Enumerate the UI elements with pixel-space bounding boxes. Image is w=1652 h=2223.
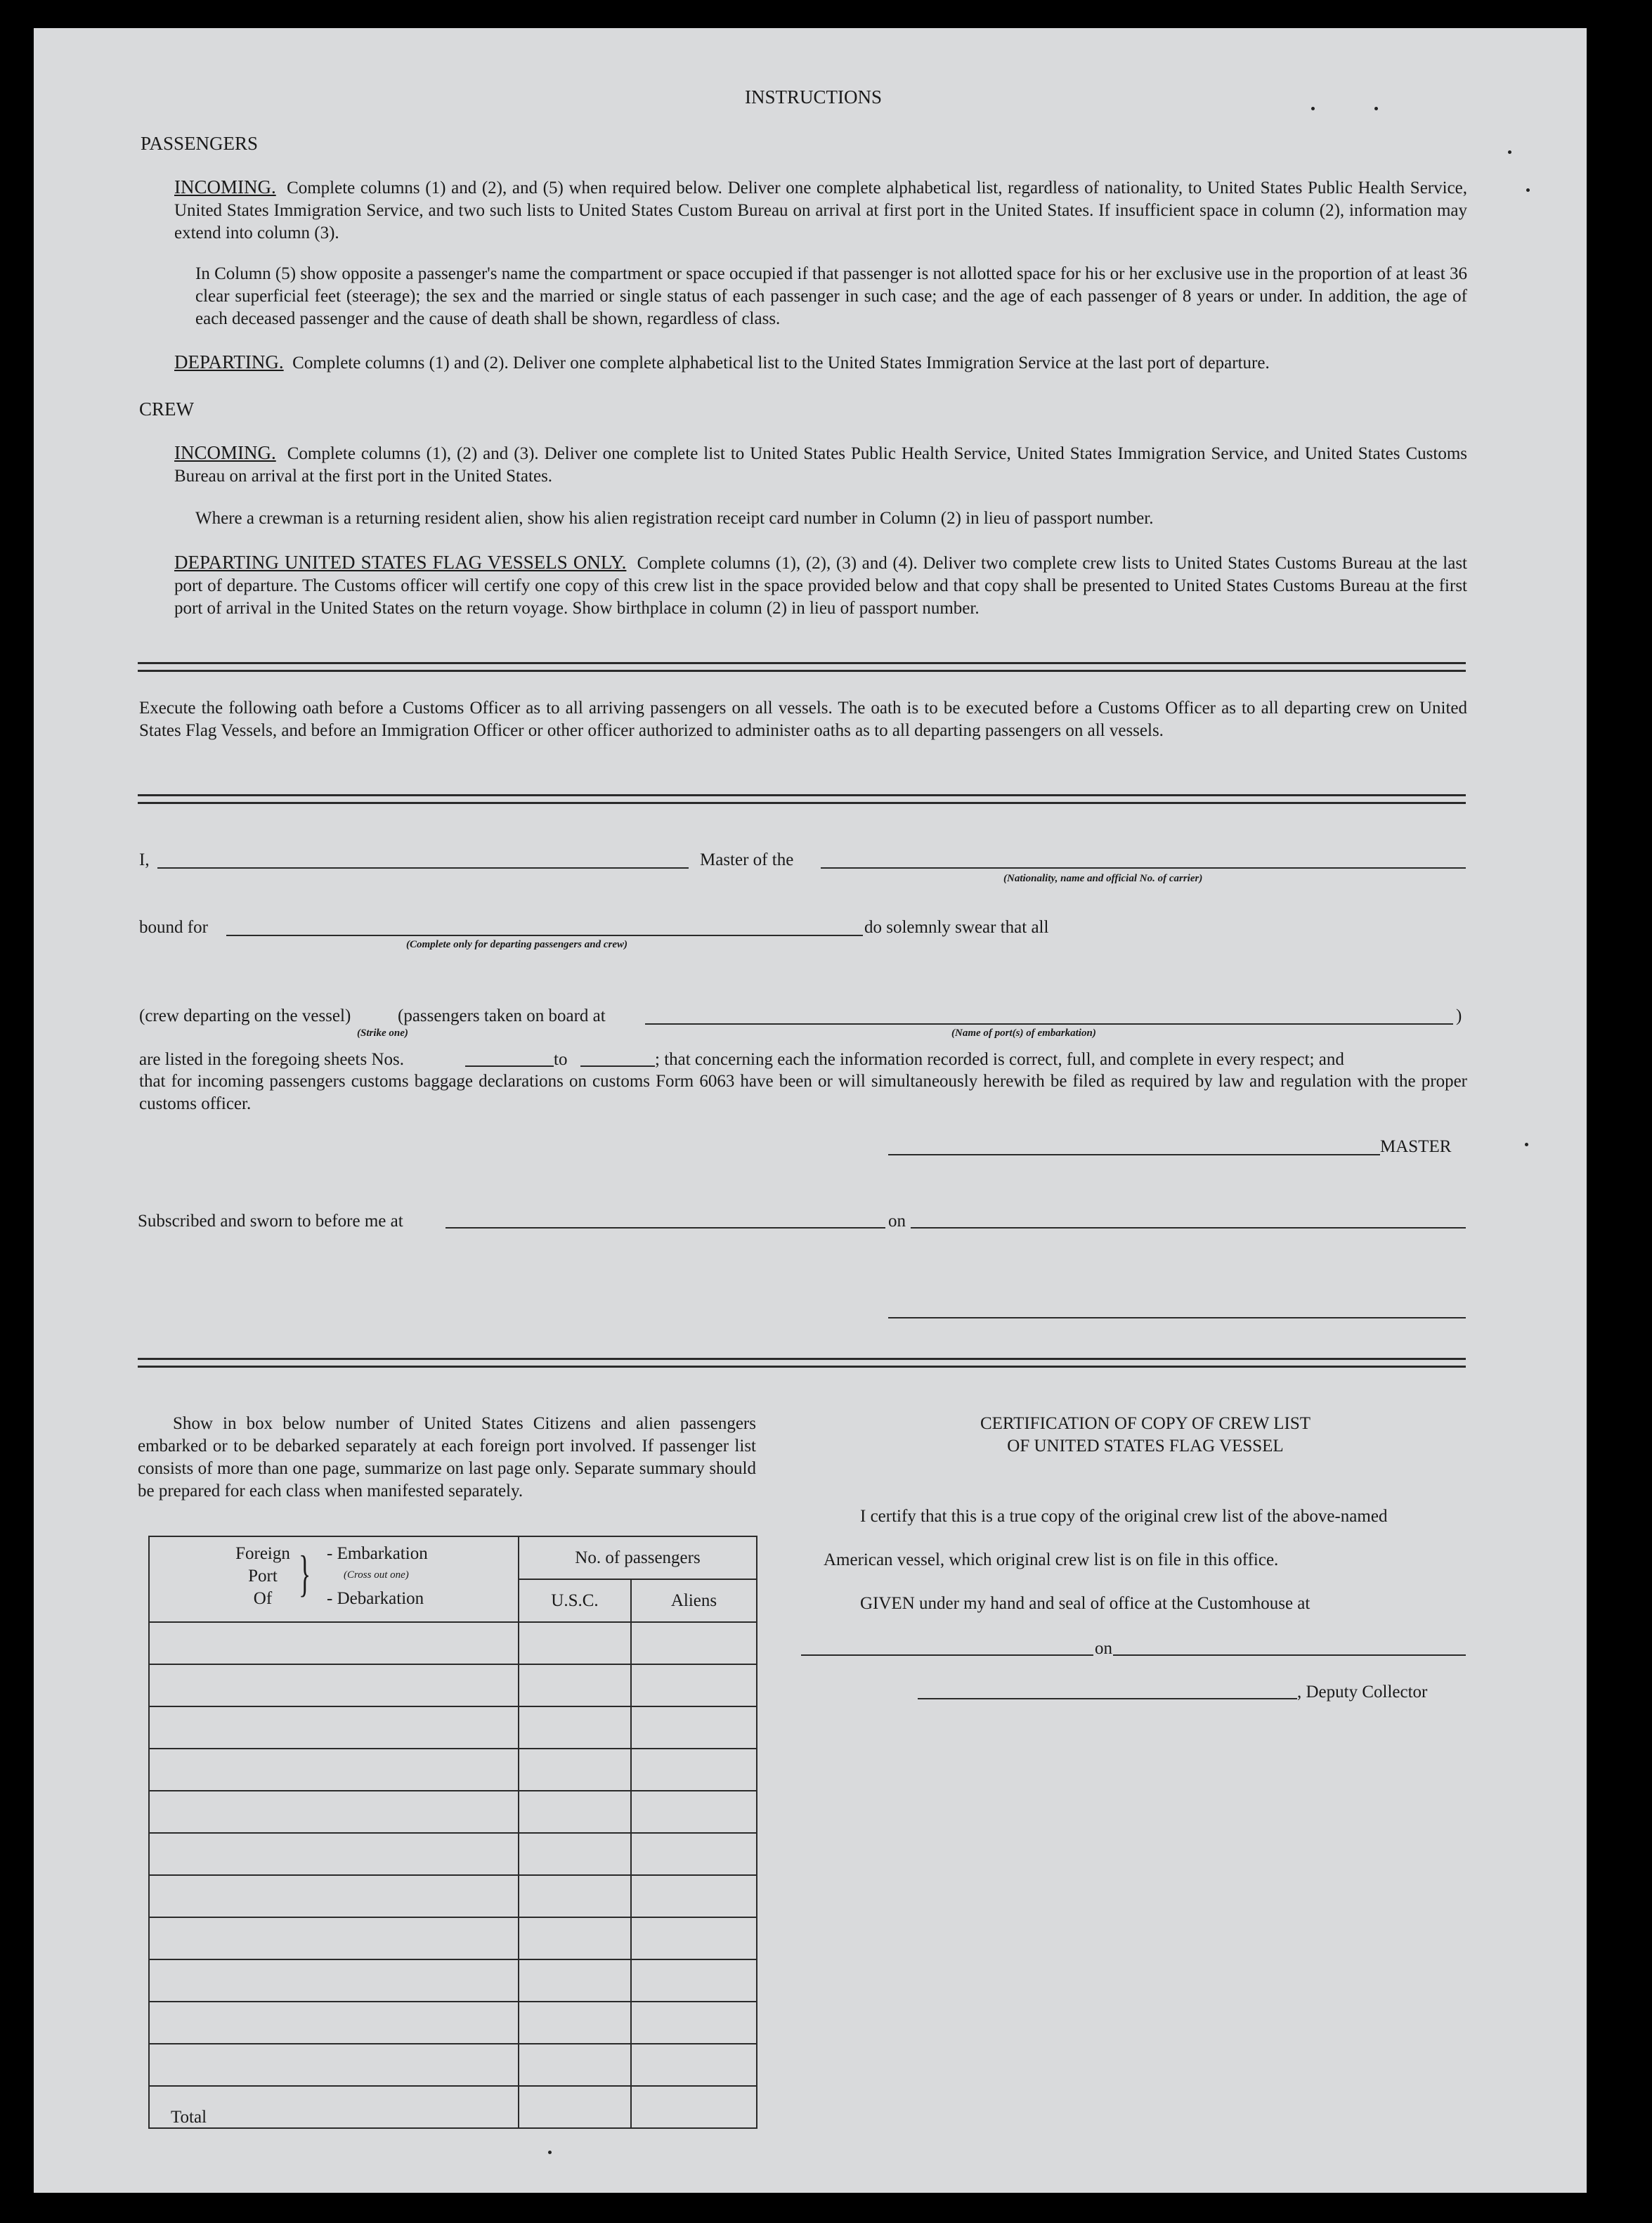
passengers-taken-option: (passengers taken on board at (398, 1006, 606, 1025)
aliens-count-cell[interactable] (631, 1622, 757, 1664)
crew-departing-paragraph (174, 551, 1467, 620)
scan-speck (1526, 188, 1530, 192)
usc-count-cell[interactable] (519, 1791, 631, 1833)
master-name-field[interactable] (157, 867, 689, 869)
usc-count-cell[interactable] (519, 1622, 631, 1664)
sheets-to: to (554, 1050, 568, 1069)
scan-speck (1525, 1143, 1528, 1146)
baggage-text: that for incoming passengers customs baggage declarations on customs Form 6063 have been or will simultaneously herewith be filed as required by law and regulation with the proper customs officer. (139, 1072, 1467, 1113)
total-aliens-cell[interactable] (631, 2086, 757, 2128)
usc-count-cell[interactable] (519, 1833, 631, 1875)
usc-count-cell[interactable] (519, 1917, 631, 1959)
aliens-count-cell[interactable] (631, 1791, 757, 1833)
usc-count-cell[interactable] (519, 1664, 631, 1706)
swear-text: do solemnly swear that all (864, 918, 1049, 937)
aliens-header: Aliens (631, 1579, 757, 1622)
given-text: GIVEN under my hand and seal of office at the Customhouse at (860, 1594, 1310, 1613)
usc-count-cell[interactable] (519, 1749, 631, 1791)
close-paren: ) (1456, 1006, 1462, 1025)
bound-for-field[interactable] (226, 935, 863, 936)
master-of-the-label: Master of the (700, 850, 794, 869)
crew-incoming-text: Complete columns (1), (2) and (3). Deliver one complete list to United States Public Health Service, United States Immigration Service, and United States Customs Bureau on arrival at the first port in the United States. (174, 444, 1467, 486)
strike-one-note: (Strike one) (357, 1028, 408, 1039)
port-cell[interactable] (149, 2002, 519, 2044)
cross-out-note: (Cross out one) (344, 1569, 409, 1581)
aliens-count-cell[interactable] (631, 1875, 757, 1917)
passengers-incoming-paragraph (174, 176, 1467, 245)
foreign-label: Foreign (235, 1544, 290, 1563)
vessel-text: American vessel, which original crew list is on file in this office. (824, 1550, 1279, 1569)
port-cell[interactable] (149, 2044, 519, 2086)
bound-for-label: bound for (139, 918, 208, 937)
master-label: MASTER (1380, 1137, 1452, 1156)
aliens-count-cell[interactable] (631, 1959, 757, 2002)
port-cell[interactable] (149, 1959, 519, 2002)
port-cell[interactable] (149, 1791, 519, 1833)
crew-resident-paragraph: Where a crewman is a returning resident alien, show his alien registration receipt card number in Column (2) in lieu of passport number. (195, 509, 1154, 528)
sworn-date-field[interactable] (911, 1227, 1466, 1229)
port-rows (149, 1622, 757, 2086)
port-row (149, 1791, 757, 1833)
aliens-count-cell[interactable] (631, 2002, 757, 2044)
port-label: Port (248, 1567, 278, 1586)
port-cell[interactable] (149, 1664, 519, 1706)
total-row (149, 2086, 757, 2128)
crew-departing-text: Complete columns (1), (2), (3) and (4). Deliver two complete crew lists to United States Customs Bureau at the last port of departure. The Customs officer will certify one copy of this crew list in the space provided below and that copy shall be presented to United States Customs Bureau at the first port of arrival in the United States on the return voyage. Show birthplace in column (2) in lieu of passport number. (174, 554, 1467, 618)
usc-count-cell[interactable] (519, 1959, 631, 2002)
officer-signature-field[interactable] (888, 1317, 1466, 1318)
sheets-prefix: are listed in the foregoing sheets Nos. (139, 1050, 404, 1069)
bound-for-note: (Complete only for departing passengers and crew) (406, 939, 627, 950)
total-usc-cell[interactable] (519, 2086, 631, 2128)
port-row (149, 1833, 757, 1875)
summary-instructions: Show in box below number of United States Citizens and alien passengers embarked or to be debarked separately at each foreign port involved. If passenger list consists of more than one page, summarize on last page only. Separate summary should be prepared for each class when manifested separately. (138, 1414, 756, 1501)
customhouse-field[interactable] (801, 1654, 1093, 1656)
passenger-summary-table (148, 1536, 757, 2129)
carrier-note: (Nationality, name and official No. of carrier) (1003, 873, 1203, 884)
port-cell[interactable] (149, 1622, 519, 1664)
sheet-from-field[interactable] (465, 1065, 554, 1067)
sworn-on-label: on (888, 1212, 906, 1231)
of-label: Of (253, 1589, 273, 1608)
section-divider (138, 662, 1466, 672)
port-cell[interactable] (149, 1706, 519, 1749)
passengers-departing-label: DEPARTING. (174, 351, 284, 372)
port-row (149, 1917, 757, 1959)
scan-speck (1311, 107, 1315, 110)
section-divider (138, 794, 1466, 804)
total-label: Total (149, 2086, 519, 2128)
port-row (149, 1875, 757, 1917)
aliens-count-cell[interactable] (631, 1664, 757, 1706)
crew-departing-label: DEPARTING UNITED STATES FLAG VESSELS ONLY. (174, 552, 627, 573)
port-cell[interactable] (149, 1875, 519, 1917)
brace-icon: } (299, 1545, 311, 1602)
port-row (149, 2002, 757, 2044)
port-row (149, 1959, 757, 2002)
page-title: INSTRUCTIONS (745, 86, 883, 108)
foreign-port-header (149, 1536, 519, 1622)
usc-header: U.S.C. (519, 1579, 631, 1622)
passengers-incoming-text: Complete columns (1) and (2), and (5) when required below. Deliver one complete alphabetical list, regardless of nationality, to United States Public Health Service, United States Immigration Service, and two such lists to United States Custom Bureau on arrival at first port in the United States. If insufficient space in column (2), information may extend into column (3). (174, 179, 1468, 242)
aliens-count-cell[interactable] (631, 2044, 757, 2086)
deputy-signature-field[interactable] (918, 1698, 1297, 1699)
subscribed-label: Subscribed and sworn to before me at (138, 1212, 403, 1231)
carrier-field[interactable] (821, 867, 1466, 869)
passengers-departing-paragraph (174, 351, 1467, 375)
port-cell[interactable] (149, 1749, 519, 1791)
crew-departing-option: (crew departing on the vessel) (139, 1006, 351, 1025)
passengers-heading: PASSENGERS (141, 133, 259, 154)
passengers-column5-paragraph: In Column (5) show opposite a passenger's name the compartment or space occupied if that passenger is not allotted space for his or her exclusive use in the proportion of at least 36 clear superficial feet (steerage); the sex and the married or single status of each passenger in such case; and the age of each passenger of 8 years or under. In addition, the age of each deceased passenger and the cause of death shall be shown, regardless of class. (195, 264, 1467, 328)
crew-heading: CREW (139, 398, 194, 420)
crew-incoming-label: INCOMING. (174, 442, 276, 463)
oath-intro: Execute the following oath before a Customs Officer as to all arriving passengers on all vessels. The oath is to be executed before a Customs Officer as to all departing crew on United States Flag Vessels, and before an Immigration Officer or other officer authorized to administer oaths as to all departing passengers on all vessels. (139, 699, 1467, 740)
certification-on-label: on (1095, 1639, 1112, 1658)
aliens-count-cell[interactable] (631, 1749, 757, 1791)
certification-title-line1: CERTIFICATION OF COPY OF CREW LIST (980, 1414, 1311, 1433)
embarkation-label: - Embarkation (327, 1544, 428, 1563)
port-row (149, 1664, 757, 1706)
aliens-count-cell[interactable] (631, 1833, 757, 1875)
certification-title-line2: OF UNITED STATES FLAG VESSEL (1007, 1437, 1284, 1456)
no-of-passengers-header: No. of passengers (519, 1536, 757, 1579)
embarkation-note: (Name of port(s) of embarkation) (951, 1028, 1096, 1039)
scan-speck (1508, 150, 1511, 154)
oath-i-label: I, (139, 850, 150, 869)
usc-count-cell[interactable] (519, 1875, 631, 1917)
scan-speck (548, 2151, 552, 2154)
certify-text: I certify that this is a true copy of the original crew list of the above-named (860, 1507, 1388, 1526)
usc-count-cell[interactable] (519, 1706, 631, 1749)
port-row (149, 2044, 757, 2086)
port-row (149, 1706, 757, 1749)
section-divider (138, 1358, 1466, 1368)
crew-incoming-paragraph (174, 441, 1467, 488)
master-signature-field[interactable] (888, 1154, 1380, 1155)
port-row (149, 1622, 757, 1664)
port-cell[interactable] (149, 1833, 519, 1875)
table-header-row (149, 1536, 757, 1579)
certification-title (980, 1413, 1310, 1458)
aliens-count-cell[interactable] (631, 1917, 757, 1959)
deputy-collector-label: , Deputy Collector (1297, 1683, 1428, 1702)
sworn-place-field[interactable] (445, 1227, 885, 1229)
aliens-count-cell[interactable] (631, 1706, 757, 1749)
certification-date-field[interactable] (1113, 1654, 1466, 1656)
scan-speck (1374, 107, 1378, 110)
embarkation-port-field[interactable] (645, 1023, 1453, 1025)
sheet-to-field[interactable] (580, 1065, 655, 1067)
passengers-departing-text: Complete columns (1) and (2). Deliver one complete alphabetical list to the United States Immigration Service at the last port of departure. (292, 354, 1270, 372)
passengers-incoming-label: INCOMING. (174, 176, 276, 197)
debarkation-label: - Debarkation (327, 1589, 424, 1608)
port-cell[interactable] (149, 1917, 519, 1959)
usc-count-cell[interactable] (519, 2044, 631, 2086)
port-row (149, 1749, 757, 1791)
sheets-suffix: ; that concerning each the information recorded is correct, full, and complete in every respect; and (655, 1050, 1344, 1069)
usc-count-cell[interactable] (519, 2002, 631, 2044)
